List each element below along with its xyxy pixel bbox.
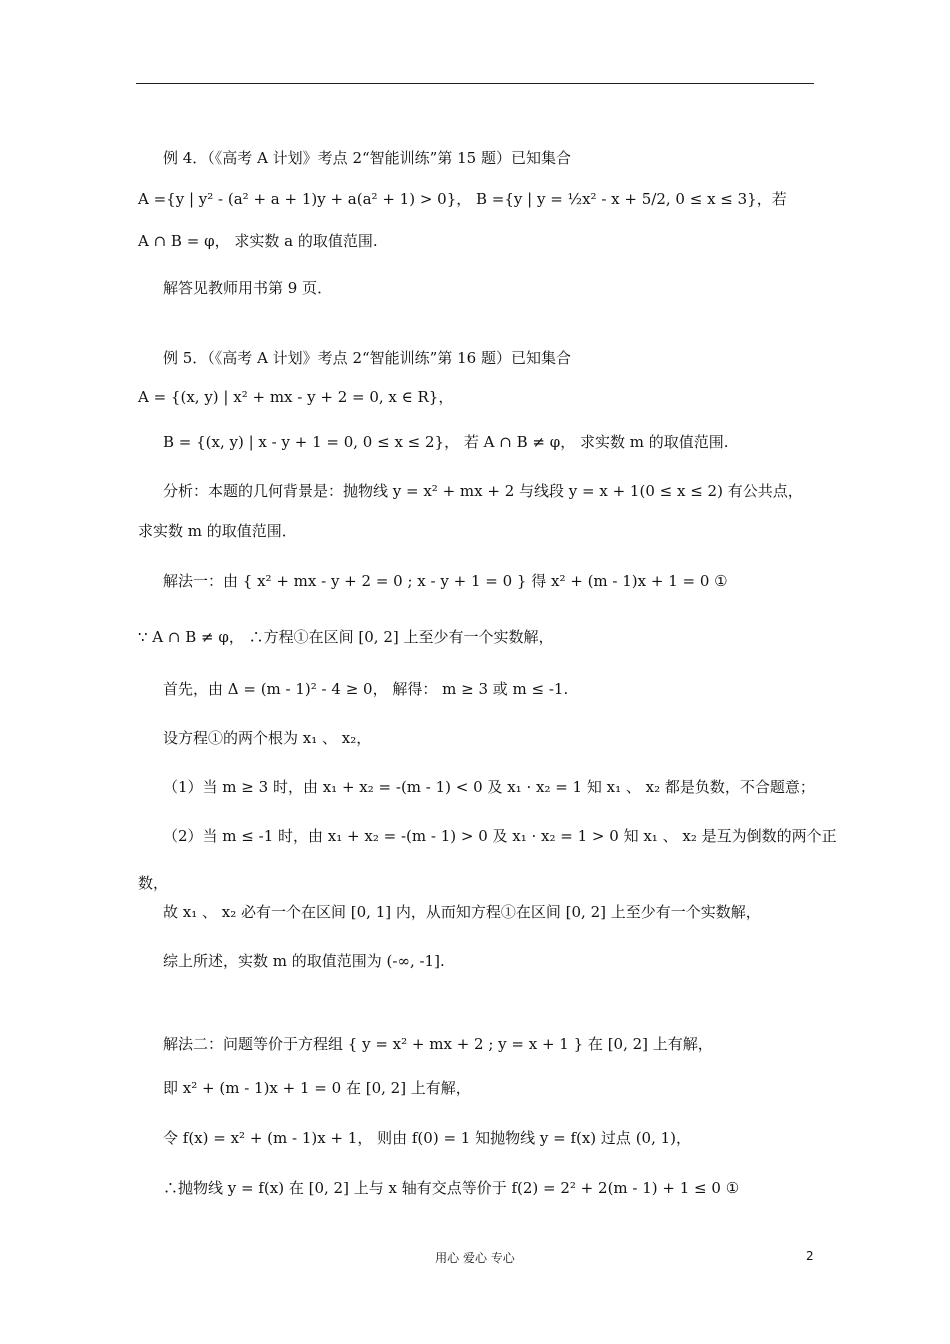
- text-line: 即 x² + (m - 1)x + 1 = 0 在 [0, 2] 上有解，: [163, 1079, 471, 1097]
- text-line: A ∩ B = φ， 求实数 a 的取值范围.: [138, 232, 378, 250]
- text-line: 求实数 m 的取值范围．: [138, 522, 297, 540]
- text-line: 综上所述，实数 m 的取值范围为 (-∞, -1].: [163, 952, 445, 970]
- text-line: A = {(x, y) | x² + mx - y + 2 = 0, x ∈ R}，: [138, 388, 454, 406]
- text-line: A ={y | y² - (a² + a + 1)y + a(a² + 1) > 0}， B ={y | y = ½x² - x + 5/2, 0 ≤ x ≤ 3}，若: [138, 190, 787, 208]
- text-line: ∵ A ∩ B ≠ φ， ∴方程①在区间 [0, 2] 上至少有一个实数解，: [138, 628, 554, 646]
- text-line: 解法一：由 { x² + mx - y + 2 = 0 ; x - y + 1 = 0 } 得 x² + (m - 1)x + 1 = 0 ①: [163, 572, 728, 590]
- text-line: 首先，由 Δ = (m - 1)² - 4 ≥ 0， 解得： m ≥ 3 或 m ≤ -1.: [163, 680, 569, 698]
- text-line: （1）当 m ≥ 3 时，由 x₁ + x₂ = -(m - 1) < 0 及 x₁ · x₂ = 1 知 x₁ 、 x₂ 都是负数，不合题意；: [163, 778, 815, 796]
- text-line: ∴抛物线 y = f(x) 在 [0, 2] 上与 x 轴有交点等价于 f(2) = 2² + 2(m - 1) + 1 ≤ 0 ①: [163, 1179, 740, 1197]
- text-line: 分析：本题的几何背景是：抛物线 y = x² + mx + 2 与线段 y = x + 1(0 ≤ x ≤ 2) 有公共点，: [163, 482, 803, 500]
- text-line: 故 x₁ 、 x₂ 必有一个在区间 [0, 1] 内，从而知方程①在区间 [0, 2] 上至少有一个实数解，: [163, 903, 761, 921]
- text-line: 数，: [138, 874, 169, 892]
- text-line: 解答见教师用书第 9 页．: [163, 279, 333, 297]
- text-line: 解法二：问题等价于方程组 { y = x² + mx + 2 ; y = x + 1 } 在 [0, 2] 上有解，: [163, 1035, 713, 1053]
- text-line: 例 5．（《高考 A 计划》考点 2“智能训练”第 16 题）已知集合: [163, 349, 571, 367]
- text-line: 设方程①的两个根为 x₁ 、 x₂，: [163, 729, 372, 747]
- page-footer: 用心 爱心 专心: [435, 1251, 515, 1265]
- header-rule: [136, 83, 814, 84]
- page-number: 2: [806, 1249, 814, 1263]
- text-line: B = {(x, y) | x - y + 1 = 0, 0 ≤ x ≤ 2}， 若 A ∩ B ≠ φ， 求实数 m 的取值范围.: [163, 433, 729, 451]
- text-line: 例 4．（《高考 A 计划》考点 2“智能训练”第 15 题）已知集合: [163, 149, 571, 167]
- text-line: （2）当 m ≤ -1 时，由 x₁ + x₂ = -(m - 1) > 0 及 x₁ · x₂ = 1 > 0 知 x₁ 、 x₂ 是互为倒数的两个正: [163, 827, 837, 845]
- text-line: 令 f(x) = x² + (m - 1)x + 1， 则由 f(0) = 1 知抛物线 y = f(x) 过点 (0, 1)，: [163, 1129, 692, 1147]
